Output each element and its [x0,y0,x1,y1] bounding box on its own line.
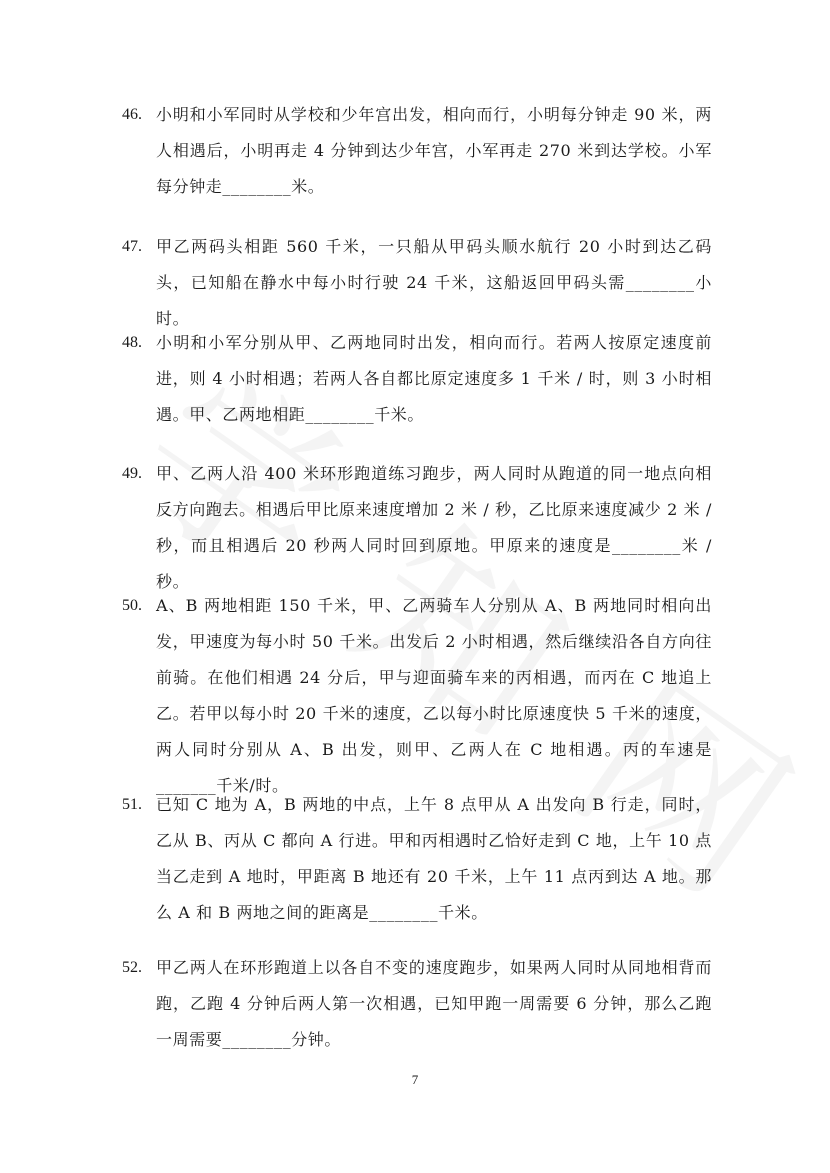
question-47 [122,229,712,337]
question-51 [122,787,712,931]
question-text: 小明和小军分别从甲、乙两地同时出发，相向而行。若两人按原定速度前进，则 4 小时相遇；若两人各自都比原定速度多 1 千米 / 时，则 3 小时相遇。甲、乙两地相距________千米。 [156,333,712,424]
question-text: 小明和小军同时从学校和少年宫出发，相向而行，小明每分钟走 90 米，两人相遇后，小明再走 4 分钟到达少年宫，小军再走 270 米到达学校。小军每分钟走________米。 [156,105,712,196]
question-text: 甲乙两码头相距 560 千米，一只船从甲码头顺水航行 20 小时到达乙码头，已知船在静水中每小时行驶 24 千米，这船返回甲码头需________小时。 [156,237,712,328]
question-number: 49. [122,465,142,482]
question-number: 48. [122,334,142,351]
page-number: 7 [411,1072,419,1087]
question-50 [122,588,712,804]
question-number: 51. [122,796,142,813]
question-text: 甲乙两人在环形跑道上以各自不变的速度跑步，如果两人同时从同地相背而跑，乙跑 4 分钟后两人第一次相遇，已知甲跑一周需要 6 分钟，那么乙跑一周需要________分钟。 [156,958,712,1049]
question-number: 46. [122,106,142,123]
question-text: 甲、乙两人沿 400 米环形跑道练习跑步，两人同时从跑道的同一地点向相反方向跑去。相遇后甲比原来速度增加 2 米 / 秒，乙比原来速度减少 2 米 / 秒，而且相遇后 20 秒两人同时回到原地。甲原来的速度是________米 / 秒。 [156,464,712,591]
question-52 [122,950,712,1058]
question-text: 已知 C 地为 A，B 两地的中点，上午 8 点甲从 A 出发向 B 行走，同时，乙从 B、丙从 C 都向 A 行进。甲和丙相遇时乙恰好走到 C 地，上午 10 点当乙走到 A 地时，甲距离 B 地还有 20 千米，上午 11 点丙到达 A 地。那么 A 和 B 两地之间的距离是________千米。 [156,795,712,922]
question-number: 47. [122,238,142,255]
question-number: 50. [122,597,142,614]
question-number: 52. [122,959,142,976]
question-46 [122,97,712,205]
question-48 [122,325,712,433]
question-49 [122,456,712,600]
question-text: A、B 两地相距 150 千米，甲、乙两骑车人分别从 A、B 两地同时相向出发，甲速度为每小时 50 千米。出发后 2 小时相遇，然后继续沿各自方向往前骑。在他们相遇 24 分后，甲与迎面骑车来的丙相遇，而丙在 C 地追上乙。若甲以每小时 20 千米的速度，乙以每小时比原速度快 5 千米的速度，两人同时分别从 A、B 出发，则甲、乙两人在 C 地相遇。丙的车速是_______千米/时。 [156,596,712,795]
